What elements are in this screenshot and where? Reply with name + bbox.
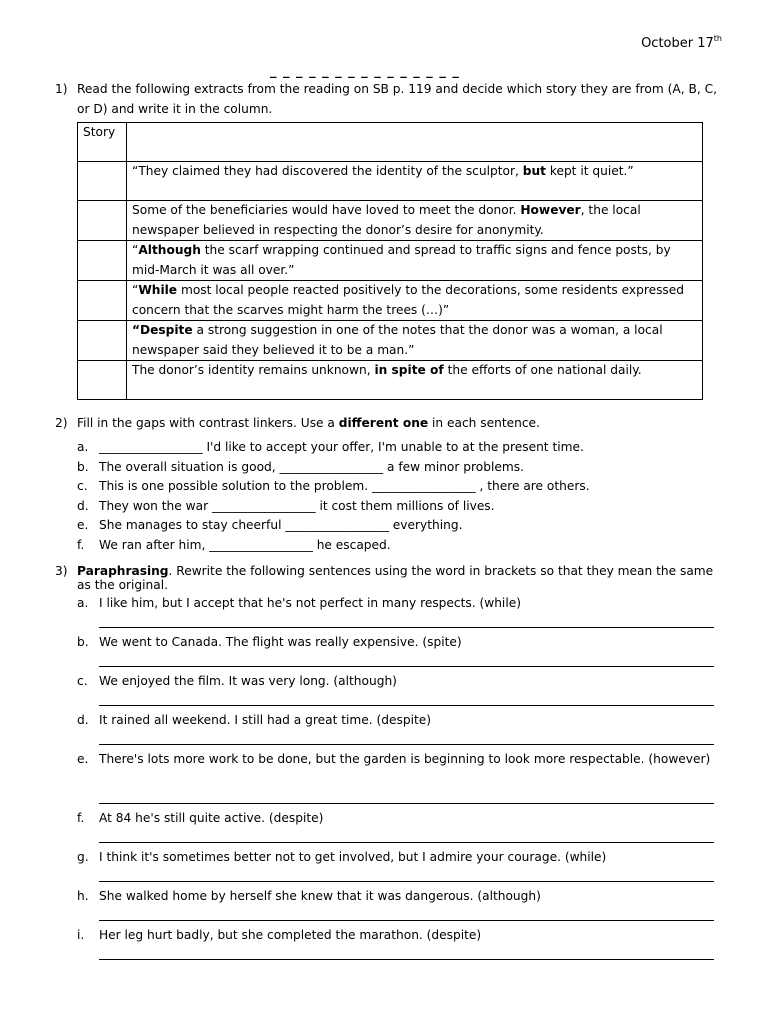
gap-sentence[interactable]: The overall situation is good, _________________ a few minor problems. (99, 459, 524, 474)
story-answer-cell[interactable] (78, 281, 127, 321)
table-row (78, 361, 703, 400)
table-row (78, 281, 703, 321)
extract-text: “ (132, 243, 139, 257)
table-row (78, 201, 703, 241)
extract-cell (127, 321, 703, 361)
paraphrase-sentence: I think it's sometimes better not to get involved, but I admire your courage. (while) (99, 850, 607, 864)
list-item (77, 458, 737, 478)
table-row (78, 162, 703, 201)
instruction-bold: different one (338, 416, 429, 430)
linker-bold: in spite of (374, 363, 444, 377)
title-blanks: _ _ _ _ _ _ _ _ _ _ _ _ _ _ _ (270, 64, 460, 79)
item-label: e. (77, 518, 89, 532)
date-text: October 17 (641, 36, 714, 51)
item-label: h. (77, 889, 89, 903)
extract-text: most local people reacted positively to the decorations, some residents expressed concern that the scarves might harm the trees (…)” (132, 283, 685, 317)
question-1-instruction: Read the following extracts from the reading on SB p. 119 and decide which story they are from (A, B, C, or D) and write it in the column. (77, 82, 717, 116)
gap-fill-list (77, 438, 737, 555)
story-answer-cell[interactable] (78, 361, 127, 400)
list-item (77, 438, 737, 458)
extract-cell (127, 162, 703, 201)
extract-text: a strong suggestion in one of the notes that the donor was a woman, a local newspaper said they believed it to be a man.” (132, 323, 663, 357)
item-label: e. (77, 752, 89, 766)
paraphrase-sentence: At 84 he's still quite active. (despite) (99, 811, 324, 825)
answer-line[interactable] (99, 744, 714, 745)
linker-bold: “Despite (132, 323, 193, 337)
answer-line[interactable] (99, 881, 714, 882)
answer-line[interactable] (99, 842, 714, 843)
paraphrase-sentence: We enjoyed the film. It was very long. (although) (99, 674, 397, 688)
question-2 (55, 414, 720, 434)
gap-sentence[interactable]: She manages to stay cheerful _________________ everything. (99, 518, 463, 532)
paraphrase-sentence: She walked home by herself she knew that it was dangerous. (although) (99, 889, 541, 903)
item-label: a. (77, 440, 89, 454)
instruction-text: . Rewrite the following sentences using the word in brackets so that they mean the same as the original. (77, 564, 714, 592)
date (641, 34, 722, 54)
story-answer-cell[interactable] (78, 241, 127, 281)
extract-column-header (127, 123, 703, 162)
extract-cell (127, 361, 703, 400)
question-1-number: 1) (55, 82, 68, 96)
extract-text: kept it quiet.” (545, 164, 634, 178)
gap-sentence[interactable]: They won the war _________________ it cost them millions of lives. (99, 498, 495, 513)
question-3-number: 3) (55, 564, 68, 578)
item-label: f. (77, 811, 85, 825)
gap-sentence[interactable]: This is one possible solution to the problem. _________________ , there are others. (99, 479, 590, 493)
instruction-text: Fill in the gaps with contrast linkers. Use a (77, 416, 339, 430)
extract-text: Some of the beneficiaries would have loved to meet the donor. (132, 203, 521, 217)
instruction-text: in each sentence. (428, 416, 540, 430)
item-label: i. (77, 928, 85, 942)
story-answer-cell[interactable] (78, 201, 127, 241)
story-column-header: Story (78, 123, 127, 162)
linker-bold: Although (138, 243, 201, 257)
list-item (77, 477, 737, 497)
paraphrase-sentence: I like him, but I accept that he's not perfect in many respects. (while) (99, 596, 521, 610)
gap-sentence[interactable]: _________________ I'd like to accept your offer, I'm unable to at the present time. (99, 440, 584, 454)
extract-cell (127, 201, 703, 241)
table-row (78, 321, 703, 361)
story-table-header (78, 123, 703, 162)
paraphrase-sentence: There's lots more work to be done, but the garden is beginning to look more respectable. (however) (99, 752, 711, 766)
item-label: a. (77, 596, 89, 610)
item-label: b. (77, 635, 89, 649)
question-3-instruction (77, 564, 720, 592)
answer-line[interactable] (99, 666, 714, 667)
item-label: f. (77, 537, 85, 552)
extract-text: the efforts of one national daily. (443, 363, 642, 377)
list-item (77, 536, 737, 556)
list-item (77, 516, 737, 536)
story-answer-cell[interactable] (78, 162, 127, 201)
extract-text: “They claimed they had discovered the identity of the sculptor, (132, 164, 523, 178)
item-label: d. (77, 498, 89, 513)
question-2-instruction (77, 414, 720, 434)
list-item (77, 497, 737, 517)
answer-line[interactable] (99, 705, 714, 706)
answer-line[interactable] (99, 803, 714, 804)
story-table (77, 122, 703, 400)
answer-line[interactable] (99, 959, 714, 960)
question-1 (55, 80, 720, 119)
extract-text: the scarf wrapping continued and spread to traffic signs and fence posts, by mid-March it was all over.” (132, 243, 671, 277)
item-label: d. (77, 713, 89, 727)
gap-sentence[interactable]: We ran after him, _________________ he escaped. (99, 537, 391, 552)
paraphrase-sentence: Her leg hurt badly, but she completed the marathon. (despite) (99, 928, 482, 942)
paraphrase-sentence: It rained all weekend. I still had a great time. (despite) (99, 713, 432, 727)
question-3 (55, 564, 720, 592)
answer-line[interactable] (99, 920, 714, 921)
table-row (78, 241, 703, 281)
linker-bold: However (520, 203, 581, 217)
extract-text: , the local newspaper believed in respecting the donor’s desire for anonymity. (132, 203, 641, 237)
item-label: b. (77, 459, 89, 474)
story-answer-cell[interactable] (78, 321, 127, 361)
extract-cell (127, 281, 703, 321)
question-2-number: 2) (55, 416, 68, 430)
item-label: c. (77, 674, 88, 688)
paraphrase-sentence: We went to Canada. The flight was really expensive. (spite) (99, 635, 462, 649)
item-label: c. (77, 479, 88, 493)
item-label: g. (77, 850, 89, 864)
extract-cell (127, 241, 703, 281)
answer-line[interactable] (99, 627, 714, 628)
date-suffix: th (713, 33, 722, 43)
extract-text: The donor’s identity remains unknown, (132, 363, 375, 377)
linker-bold: While (138, 283, 178, 297)
linker-bold: but (522, 164, 546, 178)
extract-text: “ (132, 283, 139, 297)
instruction-bold: Paraphrasing (77, 564, 169, 578)
